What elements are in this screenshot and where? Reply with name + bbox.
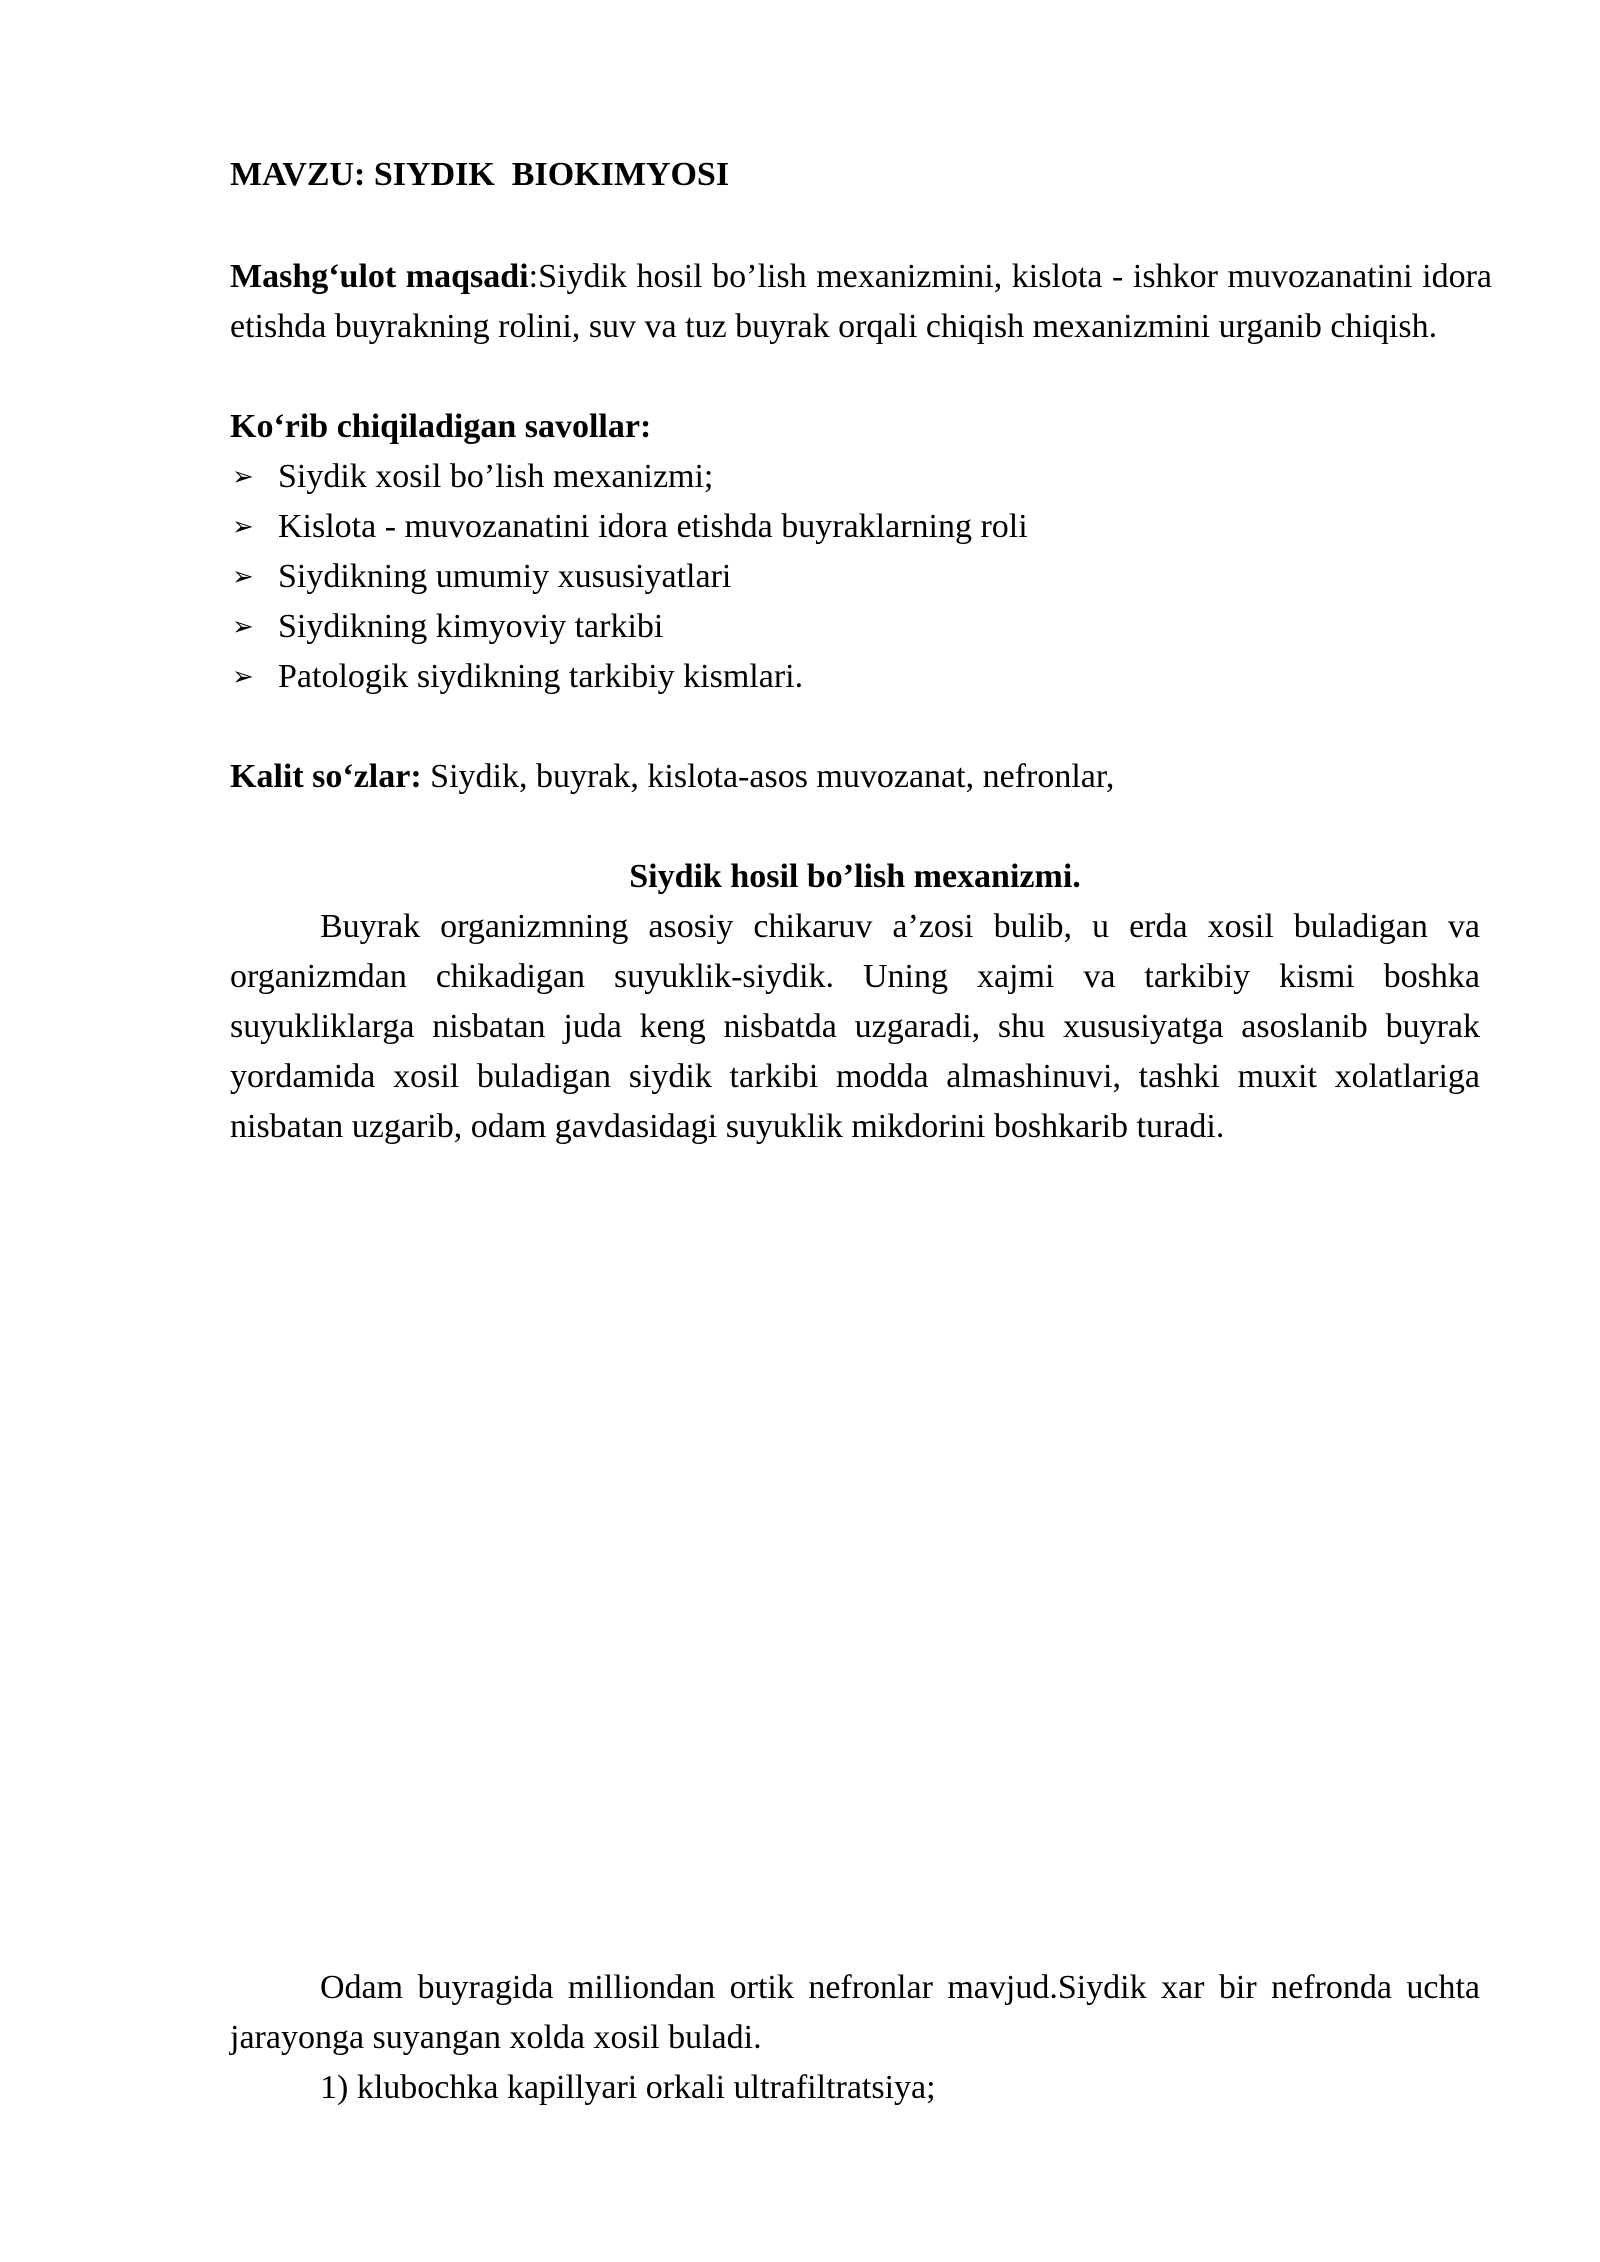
- list-item-text: Siydikning umumiy xususiyatlari: [278, 558, 732, 595]
- keywords-text: Siydik, buyrak, kislota-asos muvozanat, nefronlar,: [421, 758, 1115, 795]
- section-heading: Siydik hosil bo’lish mexanizmi.: [629, 858, 1081, 895]
- list-item: [230, 452, 1492, 502]
- questions-heading: Ko‘rib chiqiladigan savollar:: [230, 408, 652, 445]
- questions-list: [230, 452, 1492, 702]
- list-item-text: Siydikning kimyoviy tarkibi: [278, 608, 664, 645]
- list-item-text: Patologik siydikning tarkibiy kismlari.: [278, 658, 804, 695]
- paragraph-kidney-function: Buyrak organizmning asosiy chikaruv a’zosi bulib, u erda xosil buladigan va organizmdan chikadigan suyuklik-siydik. Uning xajmi va tarkibiy kismi boshka suyukliklarga nisbatan juda keng nisbatda uzgaradi, shu xususiyatga asoslanib buyrak yordamida xosil buladigan siydik tarkibi modda almashinuvi, tashki muxit xolatlariga nisbatan uzgarib, odam gavdasidagi suyuklik mikdorini boshkarib turadi.: [230, 908, 1480, 1145]
- page-title: MAVZU: SIYDIK BIOKIMYOSI: [230, 156, 730, 193]
- paragraph-nephrons: Odam buyragida milliondan ortik nefronlar mavjud.Siydik xar bir nefronda uchta jarayonga suyangan xolda xosil buladi.: [230, 1969, 1480, 2056]
- arrowhead-bullet-icon: ➢: [232, 562, 254, 592]
- list-item: [230, 552, 1492, 602]
- arrowhead-bullet-icon: ➢: [232, 612, 254, 642]
- lesson-goal-text: :Siydik hosil bo’lish mexanizmini, kislota - ishkor muvozanatini idora etishda buyrakning rolini, suv va tuz buyrak orqali chiqish mexanizmini urganib chiqish.: [230, 258, 1492, 345]
- numbered-item-ultrafiltration: 1) klubochka kapillyari orkali ultrafiltratsiya;: [320, 2069, 936, 2106]
- list-item-text: Kislota - muvozanatini idora etishda buyraklarning roli: [278, 508, 1028, 545]
- list-item-text: Siydik xosil bo’lish mexanizmi;: [278, 458, 714, 495]
- keywords-label: Kalit so‘zlar:: [230, 758, 422, 795]
- lesson-goal: [230, 252, 1492, 352]
- arrowhead-bullet-icon: ➢: [232, 462, 254, 492]
- keywords: [230, 752, 1492, 802]
- list-item: [230, 652, 1492, 702]
- arrowhead-bullet-icon: ➢: [232, 512, 254, 542]
- lesson-goal-label: Mashg‘ulot maqsadi: [230, 258, 529, 295]
- list-item: [230, 502, 1492, 552]
- list-item: [230, 602, 1492, 652]
- arrowhead-bullet-icon: ➢: [232, 662, 254, 692]
